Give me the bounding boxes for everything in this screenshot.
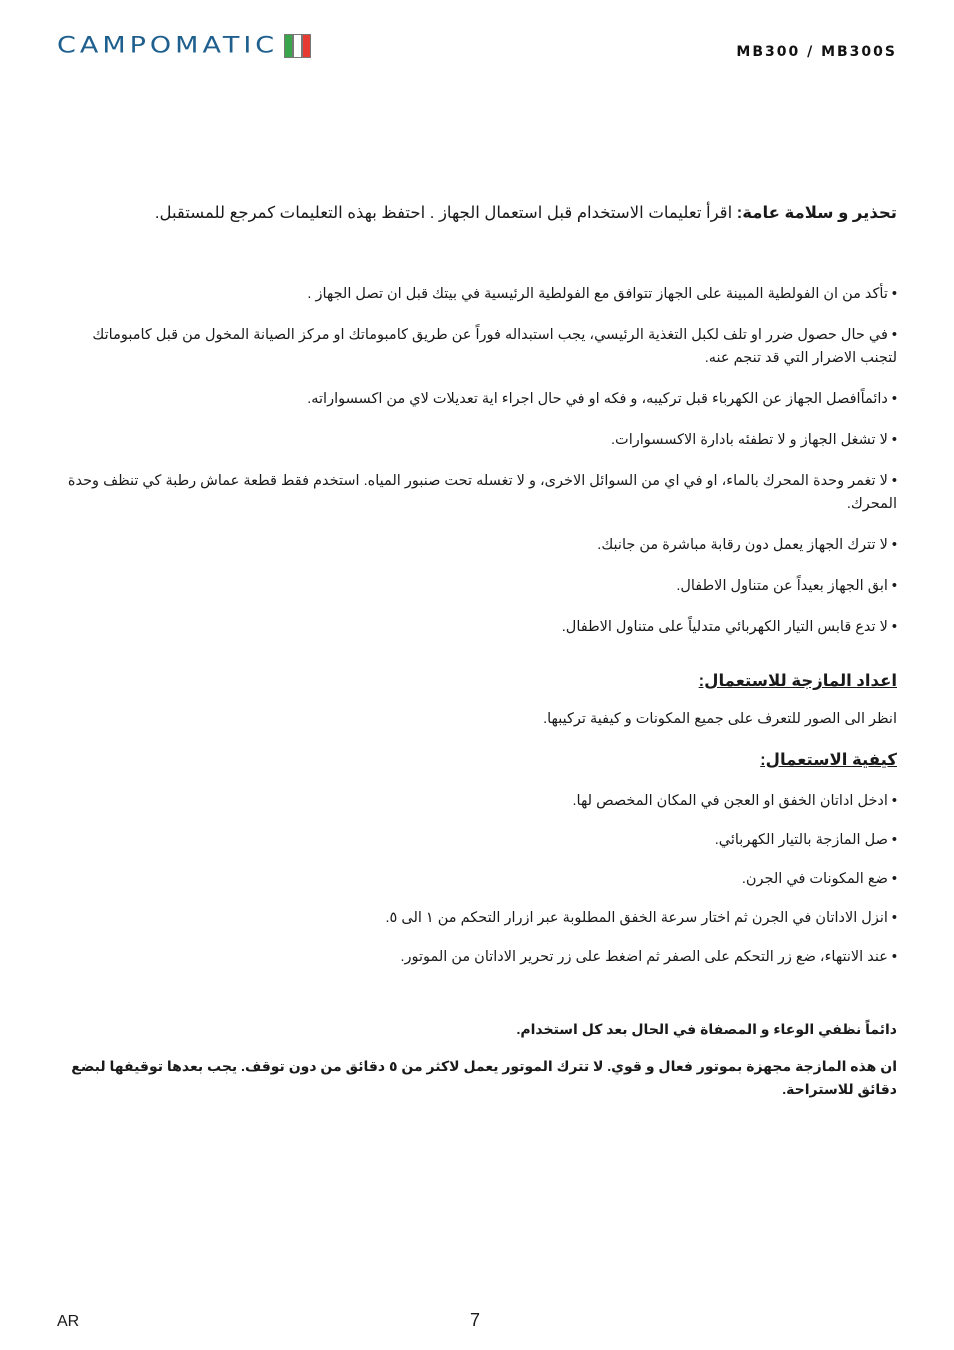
- list-item: • في حال حصول ضرر او تلف لكبل التغذية الرئيسي، يجب استبداله فوراً عن طريق كامبوماتك او مركز الصيانة المخول من قبل كامبوماتك لتجنب الاضرار التي قد تنجم عنه.: [92, 327, 897, 366]
- note-cleaning: دائماً نظفي الوعاء و المصفاة في الحال بعد كل استخدام.: [516, 1021, 897, 1037]
- safety-intro-text: اقرأ تعليمات الاستخدام قبل استعمال الجهاز . احتفظ بهذه التعليمات كمرجع للمستقبل.: [154, 204, 737, 222]
- list-item: • لا تغمر وحدة المحرك بالماء، او في اي من السوائل الاخرى، و لا تغسله تحت صنبور المياه. استخدم فقط قطعة عماش رطبة كي تنظف وحدة المحرك.: [67, 473, 897, 512]
- usage-heading: كيفية الاستعمال:: [760, 751, 897, 769]
- safety-list: [57, 283, 897, 657]
- list-item: • تأكد من ان الفولطية المبينة على الجهاز تتوافق مع الفولطية الرئيسية في بيتك قبل ان تصل الجهاز .: [307, 286, 897, 302]
- care-notes: [57, 1018, 897, 1115]
- safety-title: تحذير و سلامة عامة:: [736, 204, 897, 222]
- list-item: • انزل الاداتان في الجرن ثم اختار سرعة الخفق المطلوبة عبر ازرار التحكم من ١ الى ٥.: [385, 910, 897, 926]
- list-item: • لا تترك الجهاز يعمل دون رقابة مباشرة من جانبك.: [597, 537, 897, 553]
- note-motor: ان هذه المازجة مجهزة بموتور فعال و قوي. لا تترك الموتور يعمل لاكثر من ٥ دقائق من دون توقف. يجب بعدها توقيفها لبضع دقائق للاستراحة.: [71, 1058, 897, 1097]
- list-item: • لا تدع قابس التيار الكهربائي متدلياً على متناول الاطفال.: [561, 619, 897, 635]
- setup-heading: اعداد المازجة للاستعمال:: [698, 672, 897, 690]
- model-number: MB300 / MB300S: [736, 44, 897, 60]
- safety-intro: [57, 203, 897, 223]
- brand-name: CAMPOMATIC: [57, 32, 279, 59]
- brand-logo: [57, 30, 311, 61]
- list-item: • صل المازجة بالتيار الكهربائي.: [714, 832, 897, 848]
- list-item: • دائماًافصل الجهاز عن الكهرباء قبل تركيبه، و فكه او في حال اجراء اية تعديلات لاي من اكسسواراته.: [307, 391, 897, 407]
- list-item: • لا تشغل الجهاز و لا تطفئه بادارة الاكسسوارات.: [611, 432, 897, 448]
- list-item: • ادخل اداتان الخفق او العجن في المكان المخصص لها.: [572, 793, 897, 809]
- italian-flag-icon: [284, 34, 311, 58]
- page-number: 7: [470, 1310, 481, 1330]
- setup-text: انظر الى الصور للتعرف على جميع المكونات و كيفية تركيبها.: [543, 711, 897, 727]
- list-item: • ضع المكونات في الجرن.: [741, 871, 897, 887]
- usage-list: [57, 790, 897, 985]
- list-item: • ابق الجهاز بعيداً عن متناول الاطفال.: [676, 578, 897, 594]
- list-item: • عند الانتهاء، ضع زر التحكم على الصفر ثم اضغط على زر تحرير الاداتان من الموتور.: [400, 949, 897, 965]
- language-code: AR: [57, 1313, 80, 1330]
